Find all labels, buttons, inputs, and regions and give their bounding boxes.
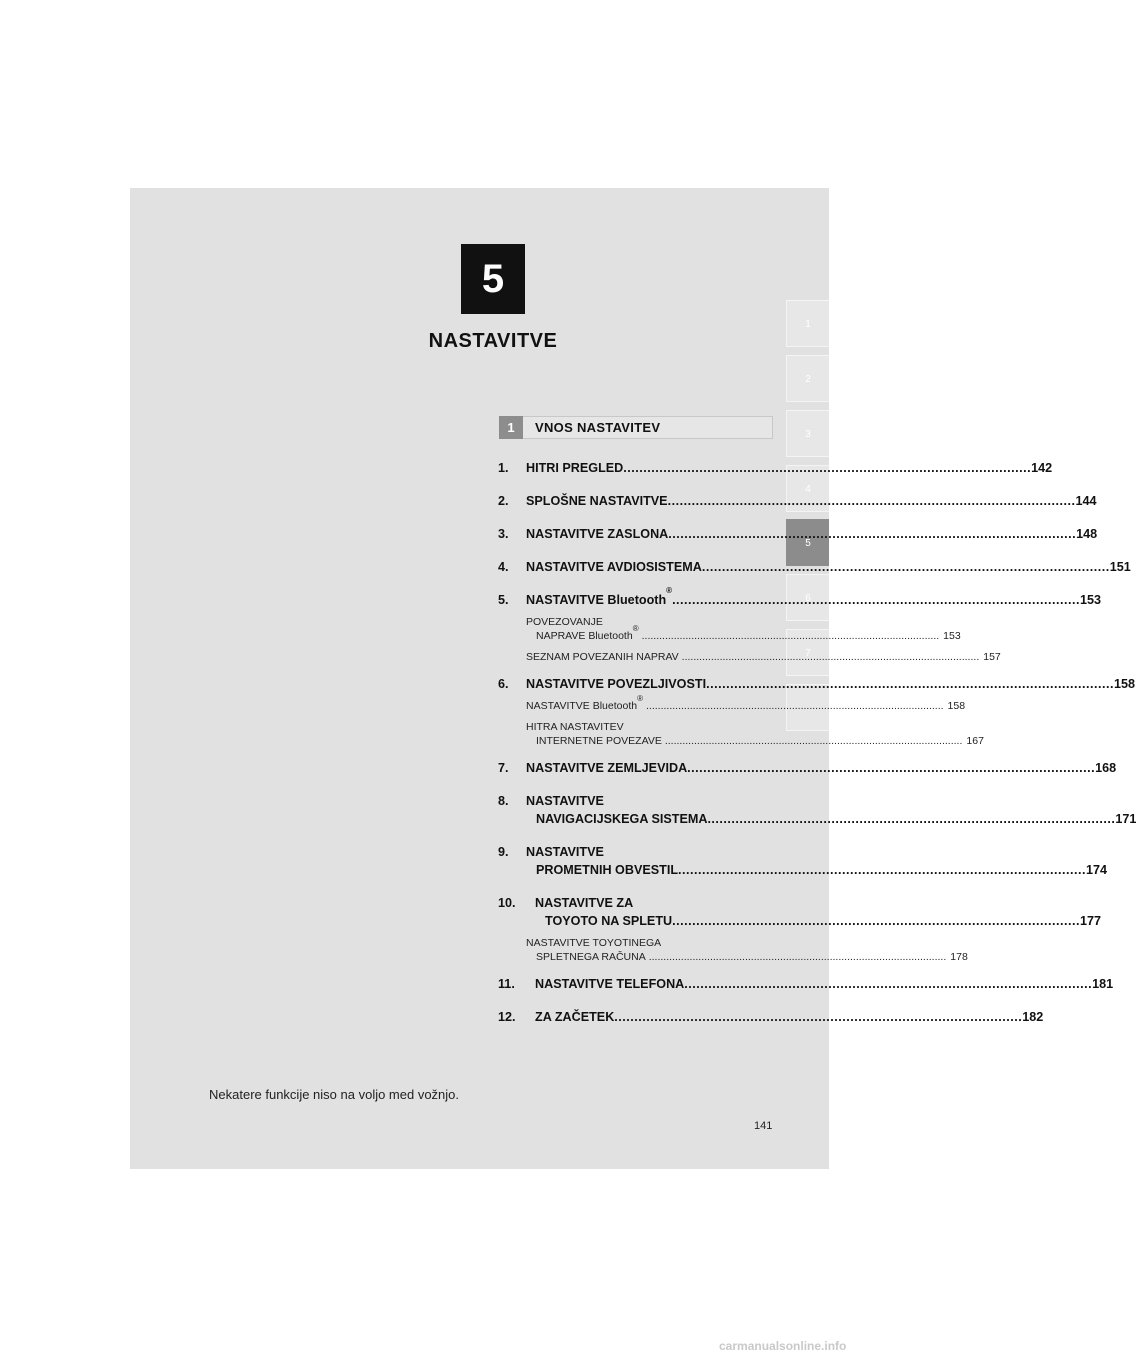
toc-subentry-title: NAPRAVE Bluetooth [536, 630, 633, 642]
toc-entry-title: NASTAVITVE ZEMLJEVIDA [526, 761, 688, 775]
chapter-title: NASTAVITVE [428, 330, 558, 352]
toc-entry-page: 142 [1031, 461, 1053, 475]
toc-entry-title: NASTAVITVE [526, 845, 604, 859]
toc-entry-title: NAVIGACIJSKEGA SISTEMA [536, 812, 708, 826]
toc-entry-number: 5. [498, 593, 509, 607]
toc-subentries [498, 694, 984, 748]
leader-dots [623, 459, 1031, 477]
toc-subentry-title: SPLETNEGA RAČUNA [536, 951, 646, 963]
leader-dots [639, 629, 940, 643]
leader-dots [672, 591, 1080, 609]
toc-entry[interactable] [498, 586, 1101, 609]
leader-dots [707, 810, 1115, 828]
toc-subentry-title: SEZNAM POVEZANIH NAPRAV [526, 651, 679, 663]
leader-dots [678, 861, 1086, 879]
toc-subentry[interactable] [526, 650, 1001, 664]
toc-entry-page: 177 [1080, 914, 1102, 928]
toc-subentry[interactable] [526, 936, 968, 964]
toc-subentry[interactable] [526, 615, 961, 643]
toc-entry-title: HITRI PREGLED [526, 461, 624, 475]
toc-entry-page: 144 [1075, 494, 1097, 508]
toc-entry-number: 10. [498, 896, 516, 910]
toc-entry-title: NASTAVITVE [526, 794, 604, 808]
toc-entry[interactable] [498, 525, 1098, 543]
toc-subentry-page: 167 [966, 735, 984, 747]
side-tab-1[interactable]: 1 [786, 300, 829, 347]
leader-dots [646, 950, 947, 964]
toc-entry-page: 182 [1022, 1010, 1044, 1024]
toc-subentry-title: NASTAVITVE Bluetooth [526, 700, 638, 712]
toc-entry-number: 4. [498, 560, 509, 574]
toc-entry[interactable] [498, 558, 1131, 576]
chapter-number: 5 [461, 244, 525, 314]
toc-entry[interactable] [498, 894, 1102, 930]
toc-subentry[interactable] [526, 720, 984, 748]
side-tab-3[interactable]: 3 [786, 410, 829, 457]
leader-dots [668, 525, 1076, 543]
toc-entry-number: 12. [498, 1010, 516, 1024]
toc-entry-title: NASTAVITVE ZASLONA [526, 527, 669, 541]
toc-entry-title: TOYOTO NA SPLETU [545, 914, 673, 928]
toc-subentry-page: 153 [943, 630, 961, 642]
toc-entry-number: 9. [498, 845, 509, 859]
toc-entry[interactable] [498, 675, 1135, 693]
side-tab-5[interactable]: 5 [786, 519, 829, 566]
registered-mark: ® [632, 624, 639, 633]
leader-dots [672, 912, 1080, 930]
leader-dots [643, 699, 944, 713]
toc-entry-number: 3. [498, 527, 509, 541]
toc-entry-title: ZA ZAČETEK [535, 1010, 615, 1024]
toc-entry-number: 7. [498, 761, 509, 775]
leader-dots [706, 675, 1114, 693]
registered-mark: ® [666, 586, 673, 595]
toc-entry-title: PROMETNIH OBVESTIL [536, 863, 679, 877]
toc-subentry-page: 157 [983, 651, 1001, 663]
leader-dots [662, 734, 963, 748]
toc-entry-page: 171 [1115, 812, 1136, 826]
toc-entry[interactable] [498, 975, 1114, 993]
toc-entry-title: NASTAVITVE AVDIOSISTEMA [526, 560, 702, 574]
toc-entry[interactable] [498, 459, 1053, 477]
toc-entry[interactable] [498, 792, 1136, 828]
side-tab-7[interactable]: 7 [786, 629, 829, 676]
toc-subentry-title: INTERNETNE POVEZAVE [536, 735, 662, 747]
table-of-contents [498, 459, 1136, 1041]
toc-entry-title: NASTAVITVE ZA [535, 896, 634, 910]
toc-entry-page: 158 [1113, 677, 1135, 691]
toc-entry-title: SPLOŠNE NASTAVITVE [526, 494, 668, 508]
leader-dots [679, 650, 980, 664]
side-tab-4[interactable]: 4 [786, 465, 829, 512]
watermark-text: carmanualsonline.info [719, 1339, 847, 1353]
toc-subentry-title: POVEZOVANJE [526, 616, 603, 628]
toc-entry[interactable] [498, 759, 1117, 777]
section-title: VNOS NASTAVITEV [535, 420, 661, 435]
toc-entry-number: 6. [498, 677, 509, 691]
side-tab-2[interactable]: 2 [786, 355, 829, 402]
toc-entry[interactable] [498, 843, 1107, 879]
leader-dots [702, 558, 1110, 576]
leader-dots [614, 1008, 1022, 1026]
toc-entry[interactable] [498, 1008, 1044, 1026]
leader-dots [684, 975, 1092, 993]
toc-subentry-page: 178 [950, 951, 968, 963]
toc-subentry-title: NASTAVITVE TOYOTINEGA [526, 937, 662, 949]
toc-entry-number: 1. [498, 461, 509, 475]
side-tab-6[interactable]: 6 [786, 574, 829, 621]
toc-entry[interactable] [498, 492, 1097, 510]
toc-entry-page: 153 [1079, 593, 1101, 607]
leader-dots [687, 759, 1095, 777]
toc-entry-page: 151 [1109, 560, 1131, 574]
section-number: 1 [499, 416, 523, 439]
toc-entry-number: 11. [498, 977, 515, 991]
toc-entry-page: 148 [1076, 527, 1098, 541]
toc-entry-page: 181 [1092, 977, 1114, 991]
section-header [499, 416, 773, 439]
toc-subentries [498, 936, 968, 964]
leader-dots [668, 492, 1076, 510]
footnote: Nekatere funkcije niso na voljo med vožnjo. [209, 1087, 460, 1102]
toc-entry-page: 174 [1085, 863, 1107, 877]
toc-entry-number: 8. [498, 794, 509, 808]
toc-subentry[interactable] [526, 694, 966, 713]
toc-entry-page: 168 [1095, 761, 1117, 775]
toc-subentry-title: HITRA NASTAVITEV [526, 721, 624, 733]
page-number: 141 [754, 1120, 773, 1132]
toc-entry-title: NASTAVITVE POVEZLJIVOSTI [526, 677, 707, 691]
registered-mark: ® [637, 694, 643, 703]
toc-entry-title: NASTAVITVE Bluetooth [526, 593, 667, 607]
toc-subentries [498, 615, 1001, 664]
toc-entry-title: NASTAVITVE TELEFONA [535, 977, 685, 991]
toc-entry-number: 2. [498, 494, 509, 508]
toc-subentry-page: 158 [947, 700, 966, 712]
